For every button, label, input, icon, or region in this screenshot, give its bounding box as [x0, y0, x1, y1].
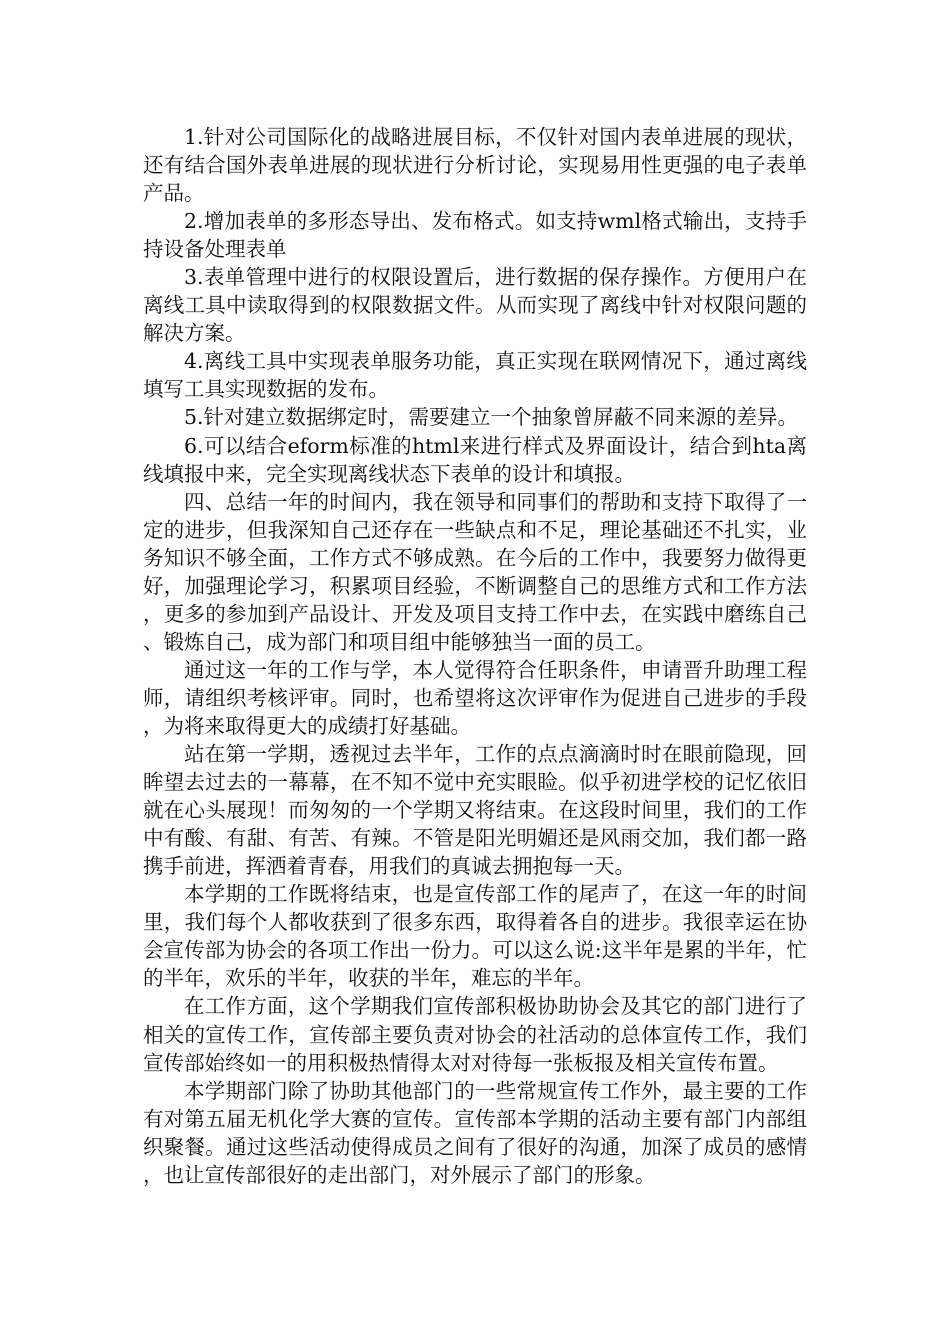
paragraph-1: 1.针对公司国际化的战略进展目标，不仅针对国内表单进展的现状，还有结合国外表单进展的现状进行分析讨论，实现易用性更强的电子表单产品。 — [143, 125, 807, 206]
paragraph-3: 3.表单管理中进行的权限设置后，进行数据的保存操作。方便用户在离线工具中读取得到的权限数据文件。从而实现了离线中针对权限问题的解决方案。 — [143, 265, 807, 346]
paragraph-9: 站在第一学期，透视过去半年，工作的点点滴滴时时在眼前隐现，回眸望去过去的一幕幕，在不知不觉中充实眼睑。似乎初进学校的记忆依旧就在心头展现！而匆匆的一个学期又将结束。在这段时间里，我们的工作中有酸、有甜、有苦、有辣。不管是阳光明媚还是风雨交加，我们都一路携手前进，挥洒着青春，用我们的真诚去拥抱每一天。 — [143, 742, 807, 879]
paragraph-12: 本学期部门除了协助其他部门的一些常规宣传工作外，最主要的工作有对第五届无机化学大赛的宣传。宣传部本学期的活动主要有部门内部组织聚餐。通过这些活动使得成员之间有了很好的沟通，加深了成员的感情，也让宣传部很好的走出部门，对外展示了部门的形象。 — [143, 1078, 807, 1187]
paragraph-8: 通过这一年的工作与学，本人觉得符合任职条件，申请晋升助理工程师，请组织考核评审。同时，也希望将这次评审作为促进自己进步的手段，为将来取得更大的成绩打好基础。 — [143, 657, 807, 738]
paragraph-11: 在工作方面，这个学期我们宣传部积极协助协会及其它的部门进行了相关的宣传工作，宣传部主要负责对协会的社活动的总体宣传工作，我们宣传部始终如一的用积极热情得太对对待每一张板报及相关宣传布置。 — [143, 994, 807, 1075]
paragraph-4: 4.离线工具中实现表单服务功能，真正实现在联网情况下，通过离线填写工具实现数据的发布。 — [143, 349, 807, 402]
paragraph-7: 四、总结一年的时间内，我在领导和同事们的帮助和支持下取得了一定的进步，但我深知自己还存在一些缺点和不足，理论基础还不扎实，业务知识不够全面，工作方式不够成熟。在今后的工作中，我要努力做得更好，加强理论学习，积累项目经验，不断调整自己的思维方式和工作方法，更多的参加到产品设计、开发及项目支持工作中去，在实践中磨练自己、锻炼自己，成为部门和项目组中能够独当一面的员工。 — [143, 489, 807, 654]
paragraph-5: 5.针对建立数据绑定时，需要建立一个抽象曾屏蔽不同来源的差异。 — [184, 405, 799, 430]
document-body — [143, 123, 807, 1189]
paragraph-6: 6.可以结合eform标准的html来进行样式及界面设计，结合到hta离线填报中来，完全实现离线状态下表单的设计和填报。 — [143, 433, 807, 486]
paragraph-2: 2.增加表单的多形态导出、发布格式。如支持wml格式输出，支持手持设备处理表单 — [143, 209, 807, 262]
paragraph-10: 本学期的工作既将结束，也是宣传部工作的尾声了，在这一年的时间里，我们每个人都收获到了很多东西，取得着各自的进步。我很幸运在协会宣传部为协会的各项工作出一份力。可以这么说:这半年是累的半年，忙的半年，欢乐的半年，收获的半年，难忘的半年。 — [143, 882, 807, 991]
